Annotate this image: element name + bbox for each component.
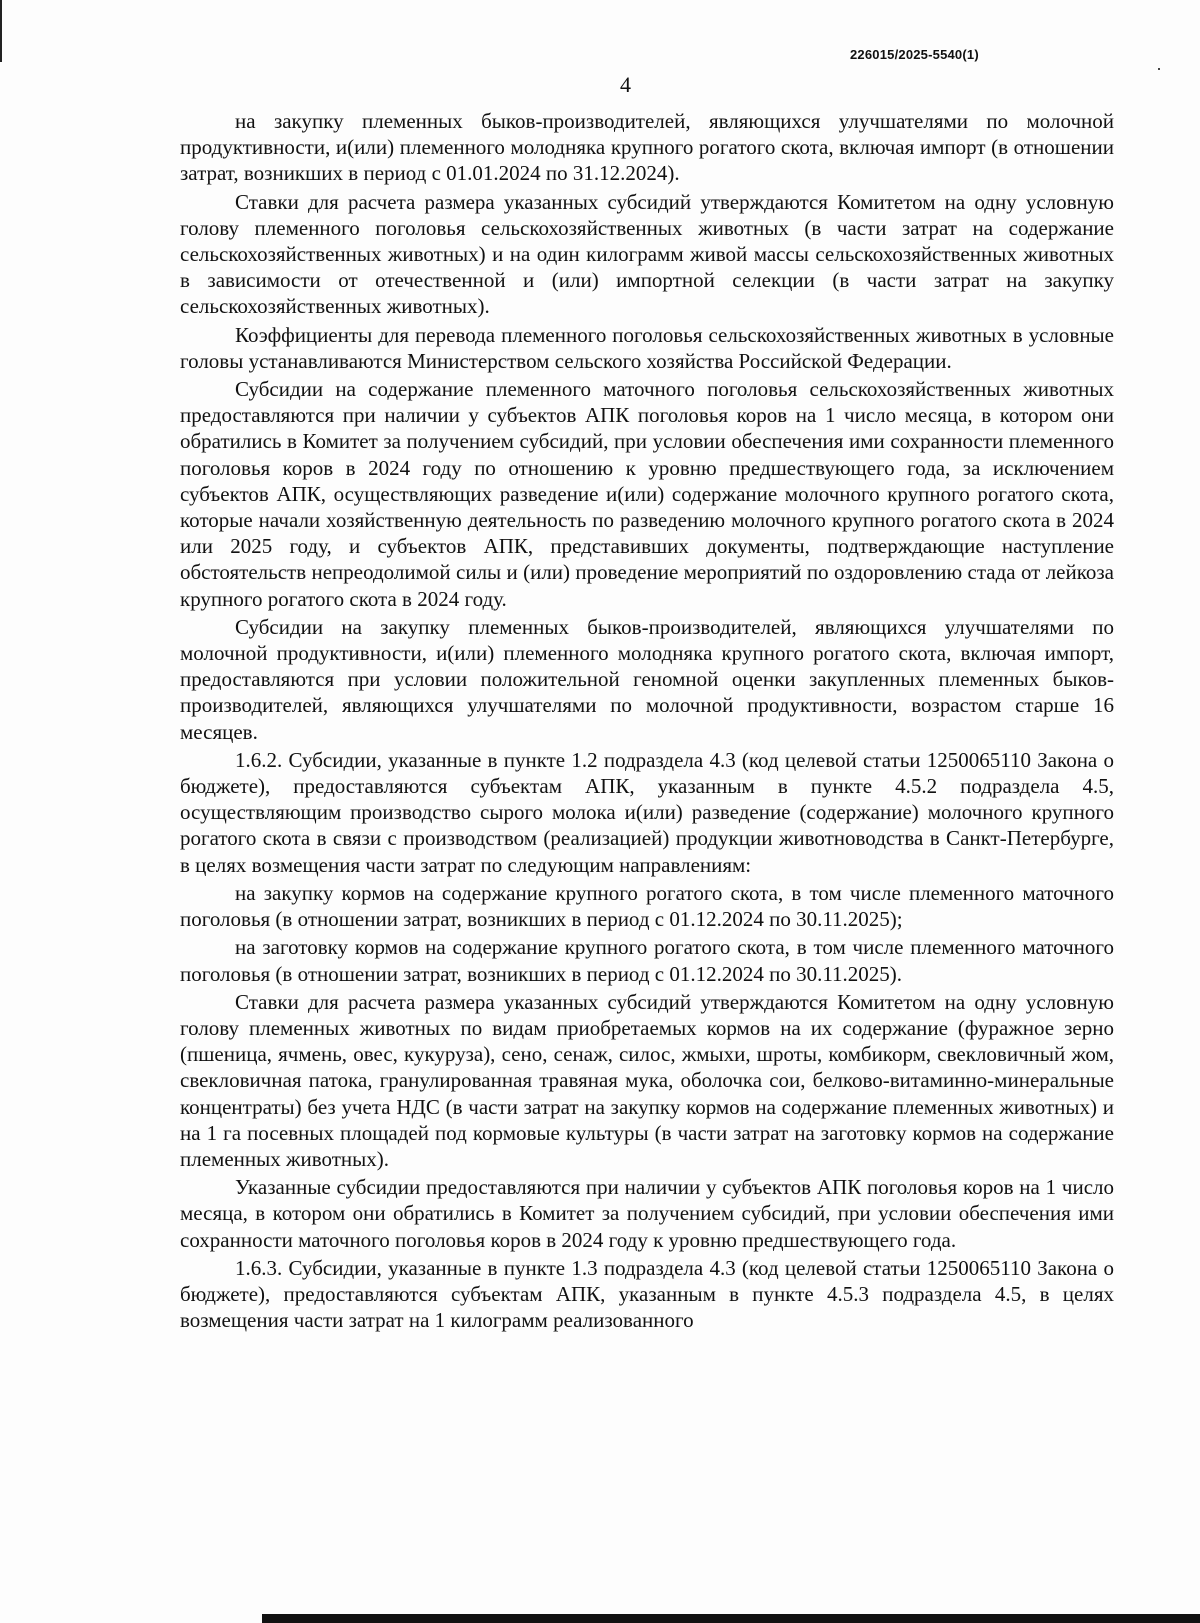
paragraph: на закупку кормов на содержание крупного рогатого скота, в том числе племенного маточного поголовья (в отношении затрат, возникших в период с 01.12.2024 по 30.11.2025); <box>180 880 1114 932</box>
paragraph: 1.6.2. Субсидии, указанные в пункте 1.2 подраздела 4.3 (код целевой статьи 1250065110 Закона о бюджете), предоставляются субъектам АПК, указанным в пункте 4.5.2 подраздела 4.5, осуществляющим производство сырого молока и(или) разведение (содержание) молочного крупного рогатого скота в связи с производством (реализацией) продукции животноводства в Санкт-Петербурге, в целях возмещения части затрат по следующим направлениям: <box>180 747 1114 877</box>
paragraph: Субсидии на закупку племенных быков-производителей, являющихся улучшателями по молочной продуктивности, и(или) племенного молодняка крупного рогатого скота, включая импорт, предоставляются при условии положительной геномной оценки закупленных племенных быков-производителей, являющихся улучшателями по молочной продуктивности, возрастом старше 16 месяцев. <box>180 614 1114 744</box>
paragraph: 1.6.3. Субсидии, указанные в пункте 1.3 подраздела 4.3 (код целевой статьи 1250065110 Закона о бюджете), предоставляются субъектам АПК, указанным в пункте 4.5.3 подраздела 4.5, в целях возмещения части затрат на 1 килограмм реализованного <box>180 1255 1114 1333</box>
document-body <box>180 108 1114 1335</box>
paragraph: на закупку племенных быков-производителей, являющихся улучшателями по молочной продуктивности, и(или) племенного молодняка крупного рогатого скота, включая импорт (в отношении затрат, возникших в период с 01.01.2024 по 31.12.2024). <box>180 109 1114 186</box>
scan-speck <box>1158 68 1160 70</box>
paragraph: на заготовку кормов на содержание крупного рогатого скота, в том числе племенного маточного поголовья (в отношении затрат, возникших в период с 01.12.2024 по 30.11.2025). <box>180 935 1114 986</box>
scan-edge-mark <box>0 0 2 62</box>
page-number: 4 <box>620 72 631 97</box>
scan-bottom-edge <box>262 1614 1200 1623</box>
paragraph: Ставки для расчета размера указанных субсидий утверждаются Комитетом на одну условную голову племенных животных по видам приобретаемых кормов на их содержание (фуражное зерно (пшеница, ячмень, овес, кукуруза), сено, сенаж, силос, жмыхи, шроты, комбикорм, свекловичный жом, свекловичная патока, гранулированная травяная мука, оболочка сои, белково-витаминно-минеральные концентраты) без учета НДС (в части затрат на закупку кормов на содержание племенных животных) и на 1 га посевных площадей под кормовые культуры (в части затрат на заготовку кормов на содержание племенных животных). <box>180 989 1114 1171</box>
paragraph: Субсидии на содержание племенного маточного поголовья сельскохозяйственных животных предоставляются при наличии у субъектов АПК поголовья коров на 1 число месяца, в котором они обратились в Комитет за получением субсидий, при условии обеспечения ими сохранности племенного поголовья коров в 2024 году по отношению к уровню предшествующего года, за исключением субъектов АПК, осуществляющих разведение и(или) содержание молочного крупного рогатого скота, которые начали хозяйственную деятельность по разведению молочного крупного рогатого скота в 2024 или 2025 году, и субъектов АПК, представивших документы, подтверждающие наступление обстоятельств непреодолимой силы и (или) проведение мероприятий по оздоровлению стада от лейкоза крупного рогатого скота в 2024 году. <box>180 377 1114 611</box>
paragraph: Указанные субсидии предоставляются при наличии у субъектов АПК поголовья коров на 1 число месяца, в котором они обратились в Комитет за получением субсидий, при условии обеспечения ими сохранности маточного поголовья коров в 2024 году к уровню предшествующего года. <box>180 1175 1114 1252</box>
document-registration-number: 226015/2025-5540(1) <box>850 47 979 62</box>
paragraph: Коэффициенты для перевода племенного поголовья сельскохозяйственных животных в условные головы устанавливаются Министерством сельского хозяйства Российской Федерации. <box>180 322 1114 373</box>
paragraph: Ставки для расчета размера указанных субсидий утверждаются Комитетом на одну условную голову племенного поголовья сельскохозяйственных животных (в части затрат на содержание сельскохозяйственных животных) и на один килограмм живой массы сельскохозяйственных животных в зависимости от отечественной и (или) импортной селекции (в части затрат на закупку сельскохозяйственных животных). <box>180 189 1114 319</box>
